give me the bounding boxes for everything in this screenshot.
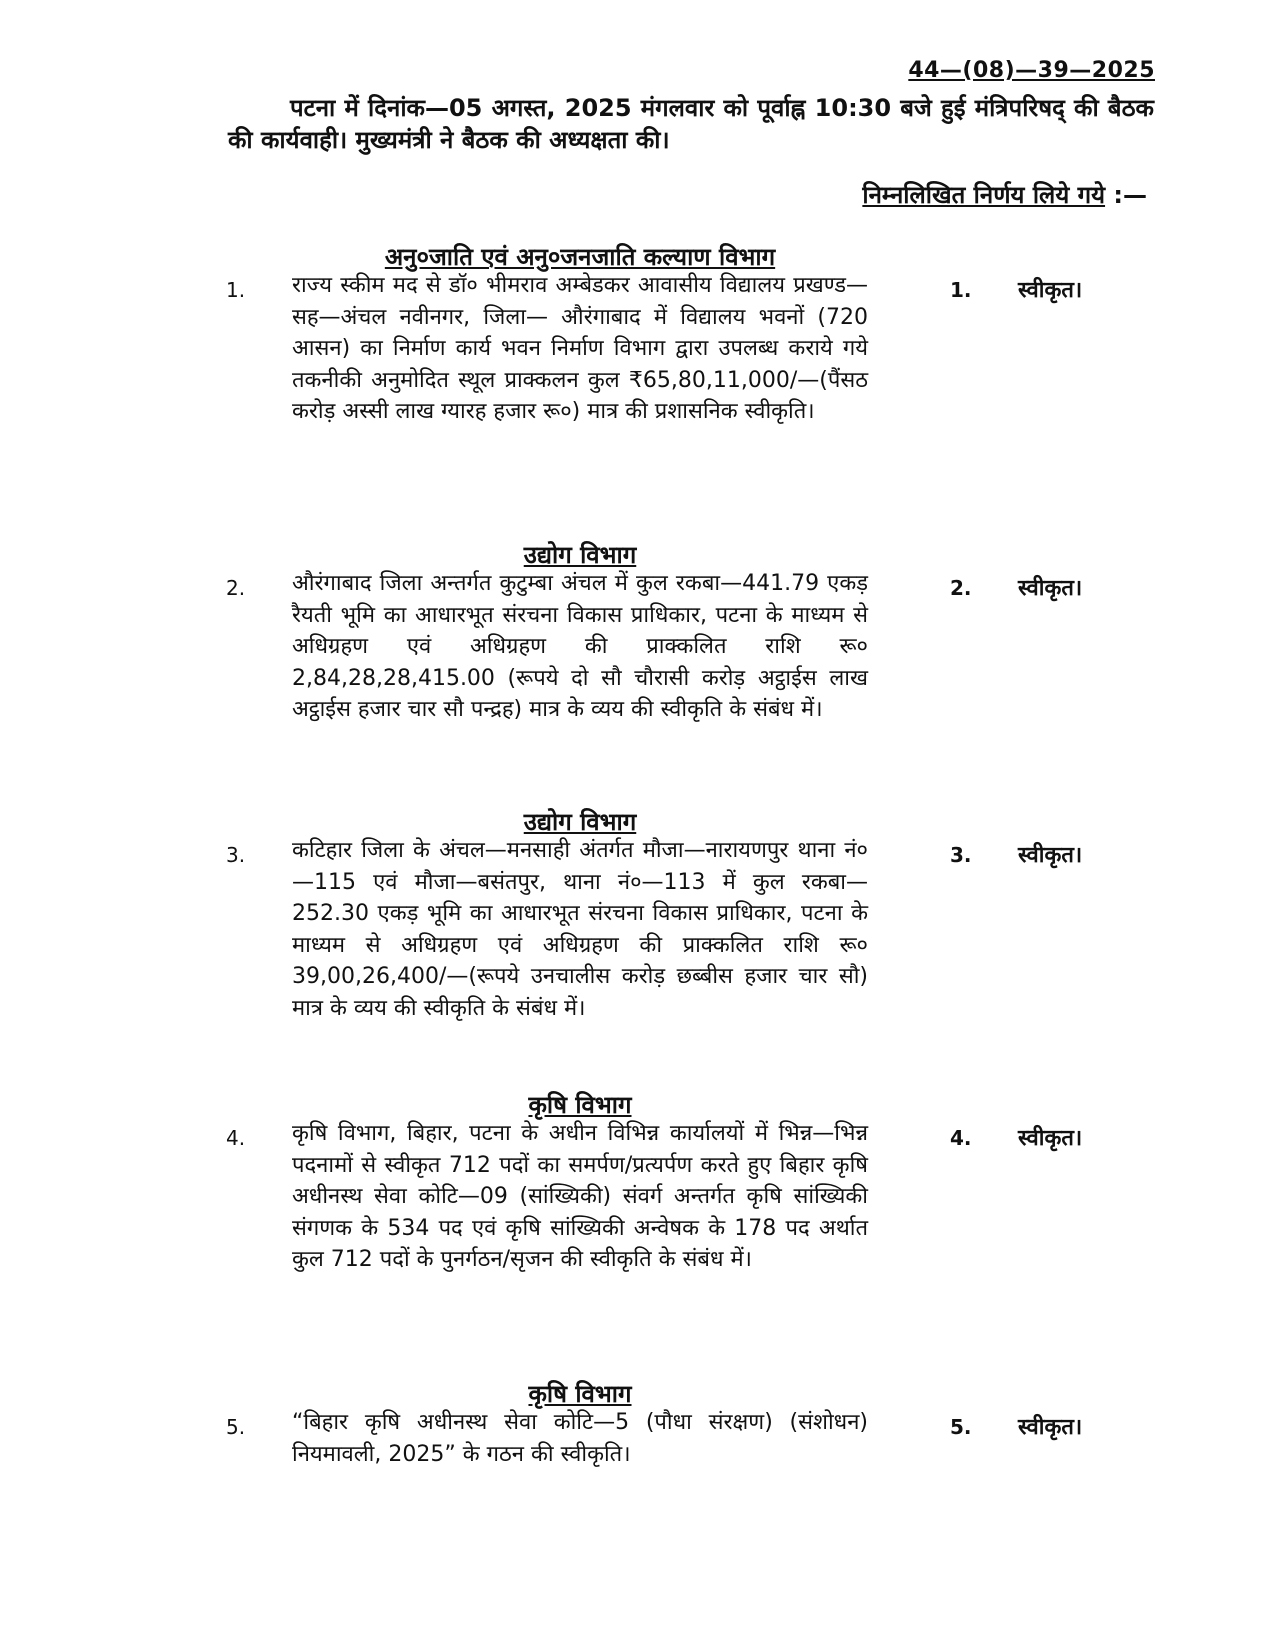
status-label: स्वीकृत। xyxy=(1018,1415,1083,1440)
status-label: स्वीकृत। xyxy=(1018,1126,1083,1151)
status-number: 2. xyxy=(950,576,972,600)
department-title: अनु०जाति एवं अनु०जनजाति कल्याण विभाग xyxy=(384,243,776,271)
item-text: कृषि विभाग, बिहार, पटना के अधीन विभिन्न कार्यालयों में भिन्न—भिन्न पदनामों से स्वीकृत 712 पदों का समर्पण/प्रत्यर्पण करते हुए बिहार कृषि अधीनस्थ सेवा कोटि—09 (सांख्यिकी) संवर्ग अन्तर्गत कृषि सांख्यिकी संगणक के 534 पद एवं कृषि सांख्यिकी अन्वेषक के 178 पद अर्थात कुल 712 पदों के पुनर्गठन/सृजन की स्वीकृति के संबंध में। xyxy=(292,1121,868,1272)
status-number: 5. xyxy=(950,1415,972,1439)
department-title: कृषि विभाग xyxy=(528,1380,632,1408)
status-label: स्वीकृत। xyxy=(1018,843,1083,868)
decisions-heading-suffix: :— xyxy=(1105,181,1147,209)
item-text: “बिहार कृषि अधीनस्थ सेवा कोटि—5 (पौधा संरक्षण) (संशोधन) नियमावली, 2025” के गठन की स्वीकृति। xyxy=(292,1410,868,1467)
item-number: 4. xyxy=(226,1126,246,1150)
department-title: उद्योग विभाग xyxy=(523,808,637,836)
item-number: 3. xyxy=(226,843,246,867)
department-title: कृषि विभाग xyxy=(528,1091,632,1119)
status-label: स्वीकृत। xyxy=(1018,576,1083,601)
decisions-heading-text: निम्नलिखित निर्णय लिये गये xyxy=(862,181,1106,209)
item-text: राज्य स्कीम मद से डॉ० भीमराव अम्बेडकर आवासीय विद्यालय प्रखण्ड—सह—अंचल नवीनगर, जिला— औरंगाबाद में विद्यालय भवनों (720 आसन) का निर्माण कार्य भवन निर्माण विभाग द्वारा उपलब्ध कराये गये तकनीकी अनुमोदित स्थूल प्राक्कलन कुल ₹65,80,11,000/—(पैंसठ करोड़ अस्सी लाख ग्यारह हजार रू०) मात्र की प्रशासनिक स्वीकृति। xyxy=(292,273,868,424)
meeting-intro-paragraph: पटना में दिनांक—05 अगस्त, 2025 मंगलवार को पूर्वाह्न 10:30 बजे हुई मंत्रिपरिषद् की बैठक की कार्यवाही। मुख्यमंत्री ने बैठक की अध्यक्षता की। xyxy=(228,94,1154,154)
item-text: औरंगाबाद जिला अन्तर्गत कुटुम्बा अंचल में कुल रकबा—441.79 एकड़ रैयती भूमि का आधारभूत संरचना विकास प्राधिकार, पटना के माध्यम से अधिग्रहण एवं अधिग्रहण की प्राक्कलित राशि रू० 2,84,28,28,415.00 (रूपये दो सौ चौरासी करोड़ अट्ठाईस लाख अट्ठाईस हजार चार सौ पन्द्रह) मात्र के व्यय की स्वीकृति के संबंध में। xyxy=(292,571,868,722)
item-number: 2. xyxy=(226,576,246,600)
item-number: 1. xyxy=(226,278,246,302)
status-number: 3. xyxy=(950,843,972,867)
status-number: 1. xyxy=(950,278,972,302)
status-number: 4. xyxy=(950,1126,972,1150)
document-reference-number: 44—(08)—39—2025 xyxy=(908,58,1155,83)
department-title: उद्योग विभाग xyxy=(523,541,637,569)
item-text: कटिहार जिला के अंचल—मनसाही अंतर्गत मौजा—नारायणपुर थाना नं०—115 एवं मौजा—बसंतपुर, थाना नं०—113 में कुल रकबा—252.30 एकड़ भूमि का आधारभूत संरचना विकास प्राधिकार, पटना के माध्यम से अधिग्रहण एवं अधिग्रहण की प्राक्कलित राशि रू० 39,00,26,400/—(रूपये उनचालीस करोड़ छब्बीस हजार चार सौ) मात्र के व्यय की स्वीकृति के संबंध में। xyxy=(292,838,868,1021)
status-label: स्वीकृत। xyxy=(1018,278,1083,303)
decisions-heading xyxy=(862,178,1147,211)
item-number: 5. xyxy=(226,1415,246,1439)
